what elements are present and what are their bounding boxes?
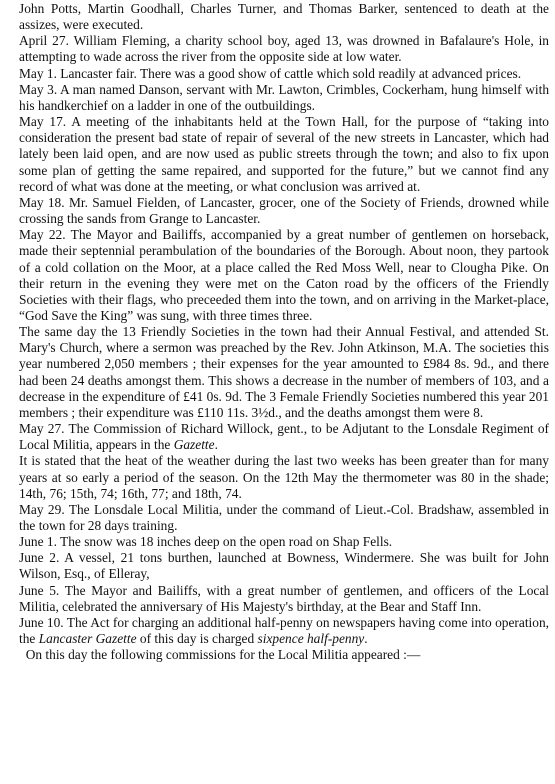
entry-text: A meeting of the inhabitants held at the Town Hall, for the purpose of “taking into consideration the present bad state of repair of several of the new streets in Lancaster, which had lately been laid open, and are now used as public streets through the town; and also to fix upon some plan of getting the same repaired, and supported for the future,” but we cannot find any record of what was done at the meeting, or what conclusion was arrived at.	[19, 114, 549, 194]
entry-text: John Potts, Martin Goodhall, Charles Turner, and Thomas Barker, sentenced to death at the assizes, were executed.	[19, 1, 549, 33]
entry-may-18	[19, 195, 549, 227]
entry-text-middle: of this day is charged	[136, 631, 258, 647]
entry-date: May 29.	[19, 501, 65, 517]
entry-text: The Mayor and Bailiffs, accompanied by a great number of gentlemen on horseback, made their septennial perambulation of the boundaries of the Borough. About noon, they partook of a cold collation on the Moor, at a place called the Red Moss Well, near to Clougha Pike. On their return in the evening they were met on the Caton road by the officers of the Friendly Societies with their flags, who preceeded them into the town, and on arriving in the Market-place, “God Save the King” was sung, with three times three.	[19, 227, 549, 323]
entry-april-27	[19, 33, 549, 65]
price-italic: sixpence half-penny	[257, 631, 365, 647]
entry-date: May 27.	[19, 421, 65, 437]
entry-text: On this day the following commissions for the Local Militia appeared :—	[25, 647, 421, 663]
entry-may-17	[19, 114, 549, 195]
entry-executions	[19, 1, 549, 33]
gazette-title: Gazette	[173, 437, 215, 453]
entry-text: The Commission of Richard Willock, gent., to be Adjutant to the Lonsdale Regiment of Local Militia, appears in the	[19, 421, 549, 453]
entry-date: May 17.	[19, 114, 67, 130]
entry-date: June 2.	[19, 550, 60, 566]
entry-text: Lancaster fair. There was a good show of cattle which sold readily at advanced prices.	[60, 65, 522, 81]
entry-text: The Mayor and Bailiffs, with a great number of gentlemen, and officers of the Local Militia, celebrated the anniversary of His Majesty's birthday, at the Bear and Staff Inn.	[19, 582, 549, 614]
entry-may-27	[19, 421, 549, 453]
entry-date: May 22.	[19, 227, 66, 243]
entry-may-29	[19, 502, 549, 534]
entry-text: The Act for charging an additional half-penny on newspapers having come into operation, the	[19, 614, 549, 647]
entry-date: May 1.	[19, 65, 57, 81]
entry-text: A vessel, 21 tons burthen, launched at Bowness, Windermere. She was built for John Wilson, Esq., of Elleray,	[19, 550, 549, 582]
entry-date: June 1.	[19, 534, 57, 550]
entry-text-end: .	[364, 631, 368, 647]
entry-text: The snow was 18 inches deep on the open road on Shap Fells.	[60, 534, 393, 550]
entry-june-5	[19, 583, 549, 615]
entry-commissions	[19, 647, 549, 663]
entry-text: The same day the 13 Friendly Societies in the town had their Annual Festival, and attended St. Mary's Church, where a sermon was preached by the Rev. John Atkinson, M.A. The societies this year numbered 2,050 members ; their expenses for the year amounted to £984 8s. 9d., and there had been 24 deaths amongst them. This shows a decrease in the number of members of 103, and a decrease in the expenditure of £41 0s. 9d. The 3 Female Friendly Societies numbered this year 201 members ; their expenditure was £110 11s. 3½d., and the deaths amongst them were 8.	[19, 324, 549, 420]
entry-june-1	[19, 534, 549, 550]
entry-friendly-societies	[19, 324, 549, 421]
entry-text: The Lonsdale Local Militia, under the command of Lieut.-Col. Bradshaw, assembled in the town for 28 days training.	[19, 501, 549, 533]
entry-heat-weather	[19, 453, 549, 501]
entry-may-1	[19, 66, 549, 82]
entry-date: June 5.	[19, 582, 60, 598]
entry-date: June 10.	[19, 614, 64, 630]
entry-date: May 18.	[19, 194, 65, 210]
gazette-title: Lancaster Gazette	[38, 631, 137, 647]
entry-date: April 27.	[19, 33, 69, 49]
entry-text: A man named Danson, servant with Mr. Lawton, Crimbles, Cockerham, hung himself with his handkerchief on a ladder in one of the outbuildings.	[19, 81, 550, 113]
entry-june-10	[19, 615, 549, 647]
entry-may-22	[19, 227, 549, 324]
entry-may-3	[19, 82, 549, 114]
entry-text: William Fleming, a charity school boy, aged 13, was drowned in Bafalaure's Hole, in attempting to wade across the river from the opposite side at low water.	[19, 33, 549, 65]
entry-june-2	[19, 550, 549, 582]
entry-date: May 3.	[19, 81, 58, 97]
entry-text: Mr. Samuel Fielden, of Lancaster, grocer, one of the Society of Friends, drowned while crossing the sands from Grange to Lancaster.	[19, 194, 549, 227]
entry-text-end: .	[214, 437, 218, 453]
entry-text: It is stated that the heat of the weather during the last two weeks has been greater than for many years at so early a period of the season. On the 12th May the thermometer was 80 in the shade; 14th, 76; 15th, 74; 16th, 77; and 18th, 74.	[19, 453, 549, 501]
